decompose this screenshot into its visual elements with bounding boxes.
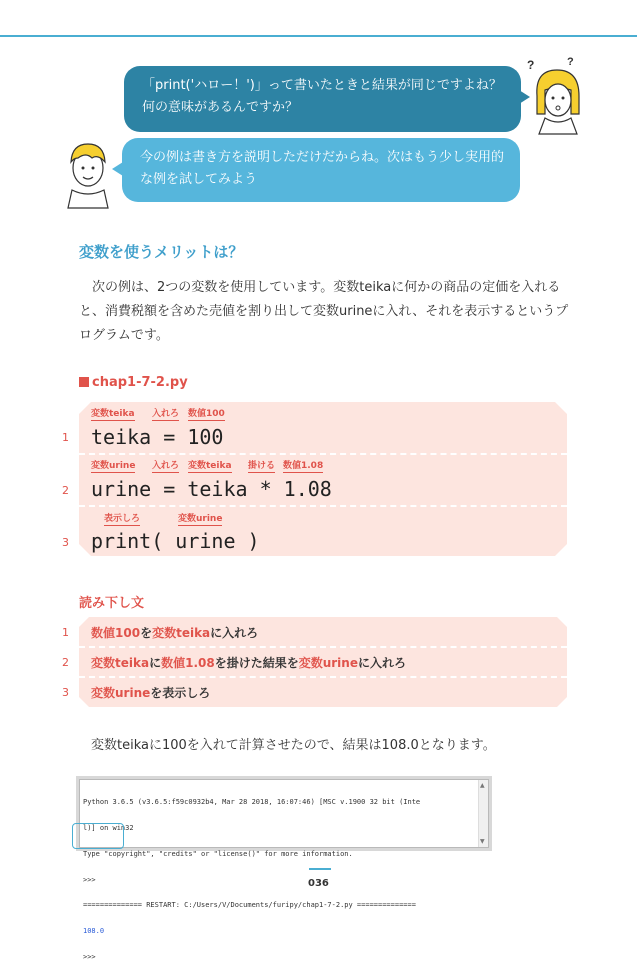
- svg-text:?: ?: [567, 56, 574, 68]
- page-number-rule: [309, 868, 331, 870]
- console-line: Python 3.6.5 (v3.6.5:f59c0932b4, Mar 28 2018, 16:07:46) [MSC v.1900 32 bit (Inte: [83, 798, 421, 807]
- output-highlight-box: [72, 823, 124, 849]
- code-annotation: 変数urine: [91, 461, 136, 471]
- girl-avatar-icon: [527, 56, 587, 138]
- reading-text: に入れろ: [357, 656, 406, 670]
- console-output: [83, 781, 420, 979]
- code-separator: [79, 453, 567, 455]
- line-number: 3: [62, 536, 69, 549]
- top-rule: [0, 35, 637, 37]
- result-text: 変数teikaに100を入れて計算させたので、結果は108.0となります。: [91, 738, 496, 753]
- code-annotation: 入れろ: [152, 461, 180, 471]
- reading-highlight: 数値100: [91, 626, 141, 640]
- code-filename: [79, 375, 188, 390]
- code-annotation: 変数teika: [91, 409, 135, 419]
- code-line: teika = 100: [91, 425, 224, 449]
- console-line: 108.0: [83, 927, 105, 936]
- line-number: 1: [62, 431, 69, 444]
- line-number: 2: [62, 484, 69, 497]
- console-line: ============== RESTART: C:/Users/V/Documents/furipy/chap1-7-2.py ==============: [83, 901, 416, 910]
- code-separator: [79, 505, 567, 507]
- reading-line-number: 2: [62, 656, 69, 669]
- reading-line: [91, 684, 210, 701]
- reading-highlight: 数値1.08: [161, 656, 215, 670]
- boy-avatar-icon: [62, 132, 114, 212]
- svg-text:?: ?: [527, 58, 535, 72]
- section-heading: 変数を使うメリットは？: [79, 243, 244, 261]
- code-annotation: 入れろ: [152, 409, 180, 419]
- reading-highlight: 変数teika: [152, 626, 211, 640]
- reading-highlight: 変数urine: [91, 686, 151, 700]
- reading-heading: 読み下し文: [79, 596, 145, 611]
- boy-speech-bubble: 今の例は書き方を説明しただけだからね。次はもう少し実用的な例を試してみよう: [122, 138, 520, 202]
- code-line: urine = teika * 1.08: [91, 477, 332, 501]
- reading-text: を: [140, 626, 153, 640]
- reading-line: [91, 624, 258, 641]
- reading-line: [91, 654, 406, 671]
- reading-separator: [79, 646, 567, 648]
- scroll-up-icon[interactable]: ▲: [480, 782, 485, 789]
- code-filename-text: chap1-7-2.py: [92, 375, 188, 390]
- reading-highlight: 変数urine: [298, 656, 358, 670]
- reading-separator: [79, 676, 567, 678]
- code-annotation: 変数urine: [178, 514, 223, 524]
- code-annotation: 掛ける: [248, 461, 276, 471]
- reading-line-number: 3: [62, 686, 69, 699]
- code-annotation: 表示しろ: [104, 514, 141, 524]
- code-annotation: 数値100: [188, 409, 225, 419]
- console-line: Type "copyright", "credits" or "license()" for more information.: [83, 849, 353, 858]
- square-bullet-icon: [79, 377, 89, 387]
- reading-text: に入れろ: [210, 626, 259, 640]
- reading-line-number: 1: [62, 626, 69, 639]
- code-annotation: 数値1.08: [283, 461, 324, 471]
- reading-text: に: [149, 656, 162, 670]
- scroll-down-icon[interactable]: ▼: [480, 838, 485, 845]
- reading-text: を表示しろ: [150, 686, 211, 700]
- code-line: print( urine ): [91, 529, 260, 553]
- page-number: 036: [308, 878, 329, 889]
- reading-highlight: 変数teika: [91, 656, 150, 670]
- console-scrollbar[interactable]: [478, 780, 488, 847]
- reading-text: を掛けた結果を: [214, 656, 299, 670]
- section-paragraph-text: 次の例は、2つの変数を使用しています。変数teikaに何かの商品の定価を入れると、消費税額を含めた売値を割り出して変数urineに入れ、それを表示するというプログラムです。: [79, 280, 569, 343]
- section-paragraph: [79, 276, 571, 348]
- console-line: >>>: [83, 952, 100, 961]
- console-line: l)] on win32: [83, 823, 134, 832]
- girl-speech-bubble: 「print('ハロー！')」って書いたときと結果が同じですよね？ 何の意味があるんですか？: [124, 66, 521, 132]
- console-line: >>>: [83, 875, 100, 884]
- code-annotation: 変数teika: [188, 461, 232, 471]
